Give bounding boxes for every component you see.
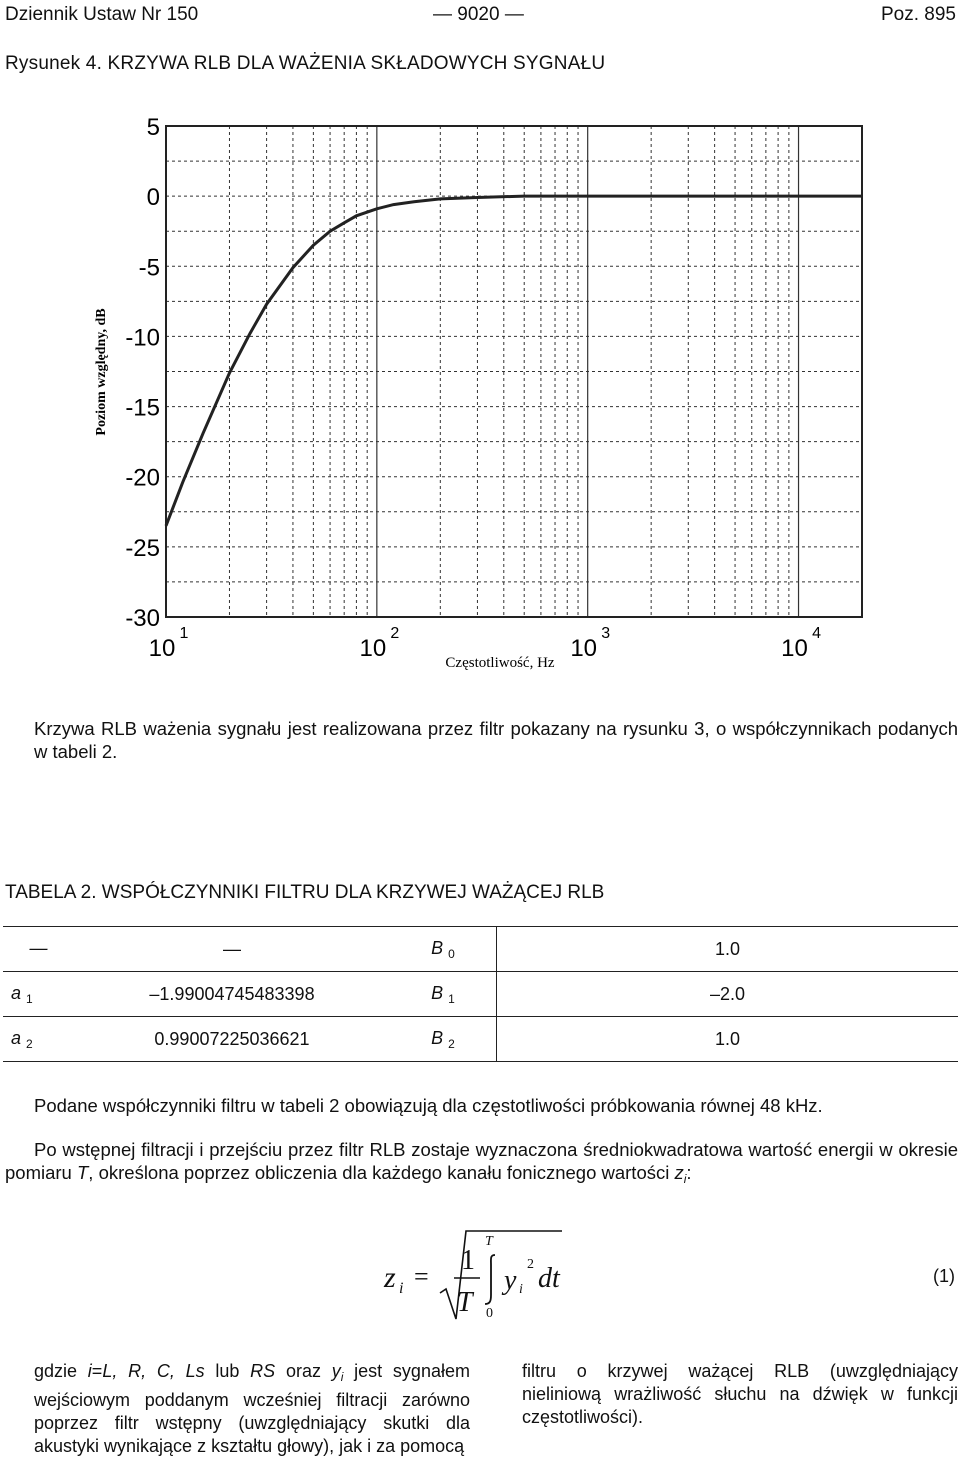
chart-grid	[166, 126, 862, 617]
y-tick-label: 0	[146, 184, 160, 212]
header-journal: Dziennik Ustaw Nr 150	[5, 4, 199, 25]
cell-a-name: a $_2$	[3, 1017, 74, 1062]
paragraph-energy	[5, 1138, 958, 1191]
cell-b-value: 1.0	[497, 927, 959, 972]
eq-denominator: T	[457, 1287, 473, 1318]
y-tick-label: -25	[125, 534, 160, 562]
x-tick-label-base: 10	[359, 635, 387, 662]
y-tick-label: -10	[125, 324, 160, 352]
col-left-yi: i	[340, 1370, 344, 1384]
cell-a-value: —	[74, 927, 390, 972]
y-axis-label: Poziom względny, dB	[94, 308, 109, 436]
column-left	[34, 1360, 470, 1458]
col-left-t1: gdzie	[34, 1361, 78, 1381]
y-tick-label: -5	[138, 254, 160, 282]
col-left-y: y	[331, 1361, 341, 1381]
col-left-t3: lub	[215, 1361, 240, 1381]
cell-b-name: B $_0$	[390, 927, 497, 972]
equation-number: (1)	[933, 1266, 955, 1286]
paragraph-sampling	[34, 1094, 958, 1117]
table-row	[3, 927, 958, 972]
x-axis-label: Częstotliwość, Hz	[445, 655, 555, 671]
table-row	[3, 972, 958, 1017]
paragraph-intro-text: Krzywa RLB ważenia sygnału jest realizowana przez filtr pokazany na rysunku 3, o współczynnikach podanych w tabeli 2.	[34, 718, 958, 762]
cell-a-value: 0.99007225036621	[74, 1017, 390, 1062]
x-tick-label-base: 10	[148, 635, 176, 662]
x-tick-label-exponent: 2	[390, 625, 400, 642]
paragraph-intro	[34, 717, 958, 763]
eq-dt: dt	[538, 1263, 560, 1294]
eq-integral-sign	[485, 1255, 495, 1304]
col-left-t4: oraz	[285, 1361, 321, 1381]
paragraph-sampling-text: Podane współczynniki filtru w tabeli 2 obowiązują dla częstotliwości próbkowania równej 48 kHz.	[34, 1095, 823, 1116]
para3-var-z: z	[674, 1162, 684, 1183]
cell-b-value: –2.0	[497, 972, 959, 1017]
col-left-list: L, R, C, Ls	[102, 1361, 205, 1381]
col-left-eq: =	[91, 1361, 103, 1381]
eq-y: y	[504, 1265, 517, 1296]
x-tick-label-exponent: 1	[179, 625, 189, 642]
header-position: Poz. 895	[881, 4, 956, 25]
col-left-rs: RS	[250, 1361, 276, 1381]
x-tick-label-exponent: 3	[601, 625, 611, 642]
para3-sub-i: i	[683, 1172, 687, 1186]
y-tick-label: -30	[125, 605, 160, 632]
y-tick-label: 5	[146, 114, 160, 141]
cell-b-value: 1.0	[497, 1017, 959, 1062]
figure-title: Rysunek 4. KRZYWA RLB DLA WAŻENIA SKŁADOWYCH SYGNAŁU	[5, 53, 606, 74]
cell-a-value: –1.99004745483398	[74, 972, 390, 1017]
eq-lhs-sub: i	[399, 1280, 404, 1297]
x-tick-label-exponent: 4	[812, 625, 821, 642]
x-tick-label-base: 10	[781, 635, 808, 662]
para3-var-T: T	[76, 1162, 89, 1183]
cell-a-name: a $_1$	[3, 972, 74, 1017]
cell-b-name: B $_1$	[390, 972, 497, 1017]
eq-numerator: 1	[461, 1245, 475, 1276]
y-tick-label: -20	[125, 464, 160, 492]
table-row	[3, 1017, 958, 1062]
column-right: filtru o krzywej ważącej RLB (uwzględniający nieliniową wrażliwość słuchu na dźwięk w funkcji częstotliwości).	[522, 1361, 958, 1427]
eq-lhs: z	[384, 1261, 396, 1294]
y-tick-label: -15	[125, 394, 160, 422]
header-page-number: — 9020 —	[433, 4, 524, 25]
coefficients-table	[3, 926, 958, 1062]
equation-1	[370, 1225, 590, 1325]
y-tick-labels	[125, 114, 160, 632]
col-left-i: i	[87, 1361, 92, 1381]
x-tick-label-base: 10	[570, 635, 598, 662]
cell-b-name: B $_2$	[390, 1017, 497, 1062]
eq-y-sub: i	[519, 1282, 523, 1297]
eq-upper-limit: T	[485, 1234, 493, 1249]
eq-equals: =	[414, 1262, 429, 1291]
eq-lower-limit: 0	[486, 1306, 493, 1321]
eq-y-sup: 2	[527, 1257, 534, 1272]
col-left-t5: jest sygnałem wejściowym poddanym wcześniej filtracji zarówno poprzez filtr wstępny (uwzględniający skutki dla akustyki wynikające z kształtu głowy), jak i za pomocą	[34, 1361, 470, 1456]
rlb-chart	[0, 100, 960, 680]
cell-a-name: —	[3, 927, 74, 972]
para3-end: :	[686, 1162, 692, 1183]
para3-text-2: , określona poprzez obliczenia dla każdego kanału fonicznego wartości	[88, 1162, 670, 1183]
para3-text-1: Po wstępnej filtracji i przejściu przez filtr RLB zostaje wyznaczona średniokwadratowa wartość energii w okresie pomiaru	[5, 1139, 958, 1183]
table-title: TABELA 2. WSPÓŁCZYNNIKI FILTRU DLA KRZYWEJ WAŻĄCEJ RLB	[5, 882, 605, 903]
